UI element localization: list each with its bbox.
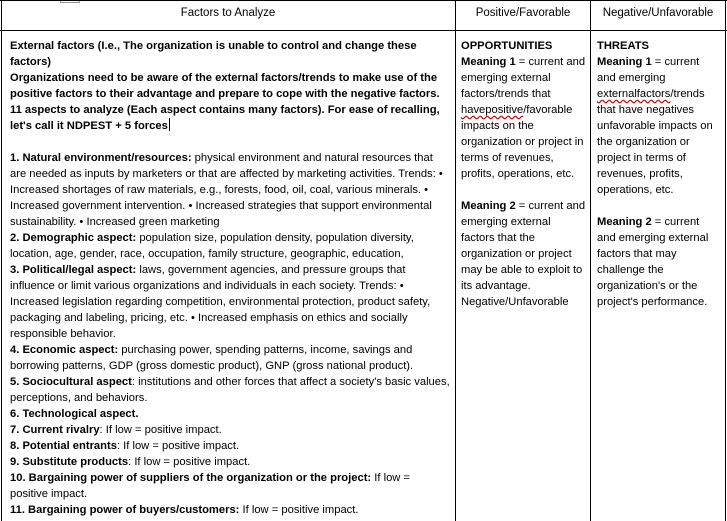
factor-item: 6. Technological aspect.: [10, 408, 139, 420]
threats-meaning-1: Meaning 1 = current and emerging externalfactors/trends that have negatives unfavorable impacts on the organization or project in terms of revenues, profits, operations, etc.: [597, 56, 713, 196]
header-negative: Negative/Unfavorable: [602, 7, 714, 19]
opportunities-meaning-2: Meaning 2 = current and emerging external factors that the organization or project may be able to exploit to its advantage. Negative/Unfavorable: [461, 200, 586, 308]
threats-cell[interactable]: [597, 38, 721, 310]
factor-item: 2. Demographic aspect: population size, population density, population diversity, location, age, gender, race, occupation, family structure, geographic, education,: [10, 232, 414, 260]
factor-item: 1. Natural environment/resources: physical environment and natural resources that are needed as inputs by marketers or that are affected by marketing activities. Trends: • Increased shortages of raw materials, e.g., forests, food, oil, coal, various minerals. • Increased government intervention. • Increased strategies that support environmental sustainability. • Increased green marketing: [10, 152, 443, 228]
opportunities-meaning-1: Meaning 1 = current and emerging external factors/trends that havepositive/favorable impacts on the organization or project in terms of revenues, profits, operations, etc.: [461, 56, 586, 180]
opportunities-cell[interactable]: [461, 38, 587, 310]
spelling-error[interactable]: havepositive: [461, 104, 524, 116]
column-divider-1: [455, 0, 456, 521]
factor-item: 11. Bargaining power of buyers/customers: If low = positive impact.: [10, 504, 359, 516]
header-positive: Positive/Favorable: [475, 7, 571, 19]
column-divider-2: [590, 0, 591, 521]
threats-title: THREATS: [597, 40, 649, 52]
factors-cell[interactable]: [10, 38, 450, 518]
threats-meaning-2: Meaning 2 = current and emerging external factors that may challenge the organization's or the project's performance.: [597, 216, 709, 308]
header-factors: Factors to Analyze: [180, 7, 276, 19]
opportunities-title: OPPORTUNITIES: [461, 40, 553, 52]
external-factors-description: Organizations need to be aware of the external factors/trends to make use of the positive factors to their advantage and prepare to cope with the negative factors. 11 aspects to analyze (Each aspect contains many factors). For ease of recalling, let's call it NDPEST + 5 forces: [10, 72, 440, 132]
table-left-border: [1, 0, 2, 521]
factor-item: 7. Current rivalry: If low = positive impact.: [10, 424, 222, 436]
factor-item: 3. Political/legal aspect: laws, government agencies, and pressure groups that influence or limit various organizations and individuals in each society. Trends: • Increased legislation regarding competition, environmental protection, product safety, packaging and labeling, pricing, etc. • Increased emphasis on ethics and socially responsible behavior.: [10, 264, 431, 340]
factor-item: 10. Bargaining power of suppliers of the organization or the project: If low = positive impact.: [10, 472, 411, 500]
factors-list: [10, 150, 450, 518]
factor-item: 9. Substitute products: If low = positive impact.: [10, 456, 251, 468]
spelling-error[interactable]: externalfactors: [597, 88, 671, 100]
text-cursor: [169, 118, 170, 131]
factor-item: 4. Economic aspect: purchasing power, spending patterns, income, savings and borrowing patterns, GDP (gross domestic product), GNP (gross national product).: [10, 344, 414, 372]
factor-item: 5. Sociocultural aspect: institutions and other forces that affect a society's basic values, perceptions, and behaviors.: [10, 376, 450, 404]
header-row-border: [0, 30, 727, 31]
table-right-border: [725, 0, 726, 521]
external-factors-title: External factors (I.e., The organization is unable to control and change these factors): [10, 40, 417, 68]
table-top-border: [0, 0, 727, 1]
factor-item: 8. Potential entrants: If low = positive impact.: [10, 440, 240, 452]
